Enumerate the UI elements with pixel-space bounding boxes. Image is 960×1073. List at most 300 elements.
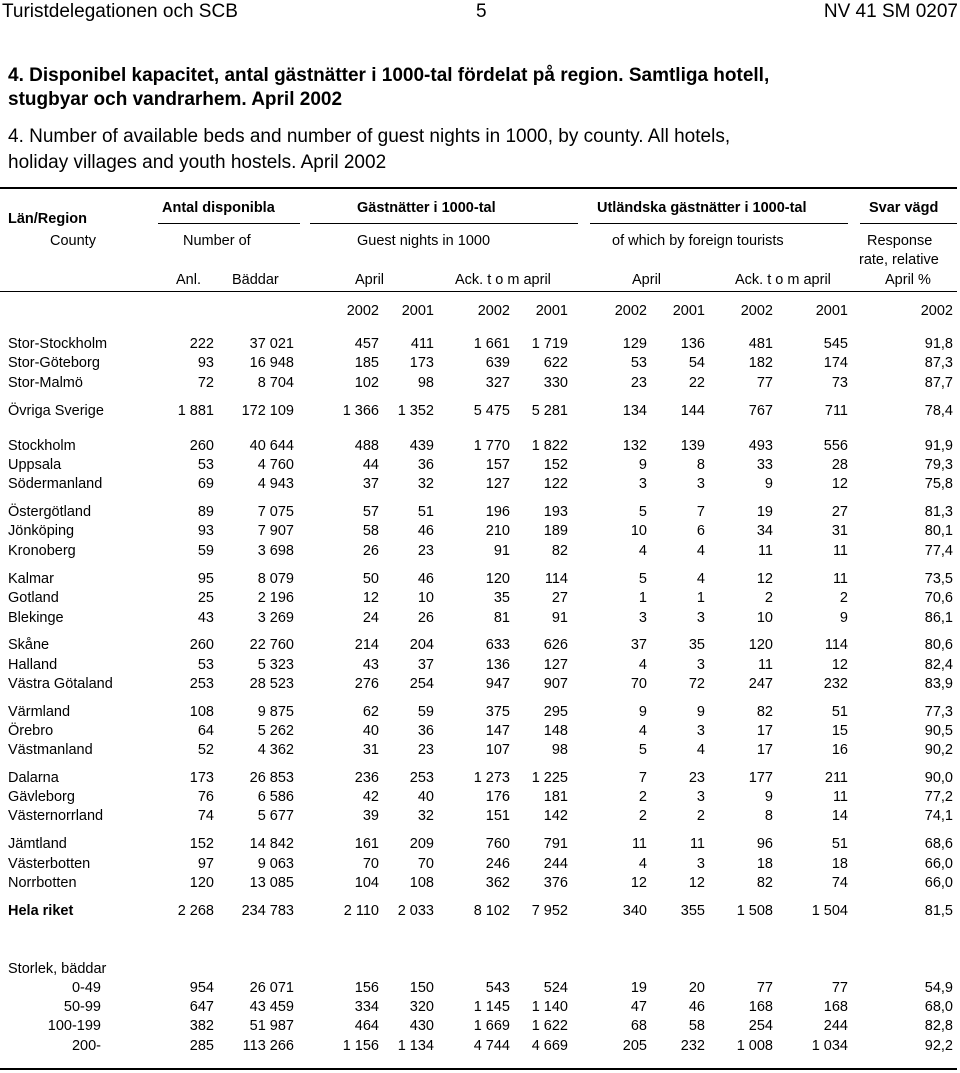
- table-cell: 75,8: [924, 476, 953, 492]
- table-cell: 330: [543, 375, 568, 391]
- table-cell: 5 281: [531, 403, 568, 419]
- table-cell: 8: [764, 808, 773, 824]
- row-label: Västerbotten: [8, 856, 91, 872]
- table-cell: 102: [354, 375, 379, 391]
- table-cell: 134: [622, 403, 647, 419]
- table-cell: 276: [354, 676, 379, 692]
- table-cell: 3: [638, 610, 647, 626]
- table-cell: 9: [638, 704, 647, 720]
- table-cell: 9: [764, 789, 773, 805]
- table-cell: 79,3: [924, 457, 953, 473]
- table-cell: 77: [756, 980, 773, 996]
- table-cell: 1 145: [473, 999, 510, 1015]
- table-cell: 3: [696, 856, 705, 872]
- table-cell: 622: [543, 355, 568, 371]
- year-label: 2001: [401, 303, 434, 319]
- table-cell: 1 770: [473, 438, 510, 454]
- table-cell: 173: [189, 770, 214, 786]
- table-cell: 4 943: [257, 476, 294, 492]
- table-cell: 24: [362, 610, 379, 626]
- row-label: Västmanland: [8, 742, 93, 758]
- table-cell: 54: [688, 355, 705, 371]
- subheader-ack-foreign: Ack. t o m april: [735, 272, 831, 288]
- nights-underline: [310, 223, 578, 224]
- table-cell: 1 156: [342, 1038, 379, 1054]
- table-cell: 1 669: [473, 1018, 510, 1034]
- report-code: NV 41 SM 0207: [823, 1, 958, 22]
- table-cell: 51: [417, 504, 434, 520]
- table-cell: 2 110: [343, 903, 379, 919]
- table-cell: 13 085: [249, 875, 294, 891]
- table-cell: 40: [417, 789, 434, 805]
- row-label: Stor-Stockholm: [8, 336, 108, 352]
- table-cell: 64: [197, 723, 214, 739]
- table-cell: 51: [831, 836, 848, 852]
- table-cell: 211: [824, 770, 848, 786]
- table-cell: 93: [197, 523, 214, 539]
- table-cell: 77,4: [924, 543, 953, 559]
- table-cell: 1 134: [397, 1038, 434, 1054]
- table-cell: 59: [197, 543, 214, 559]
- table-cell: 33: [756, 457, 773, 473]
- table-cell: 7: [696, 504, 705, 520]
- subheader-april-foreign: April: [632, 272, 662, 288]
- table-cell: 152: [189, 836, 214, 852]
- table-cell: 4: [696, 742, 705, 758]
- table-cell: 5: [638, 504, 647, 520]
- table-cell: 8: [696, 457, 705, 473]
- table-cell: 58: [362, 523, 379, 539]
- table-cell: 108: [189, 704, 214, 720]
- table-cell: 74: [197, 808, 214, 824]
- table-cell: 182: [748, 355, 773, 371]
- table-cell: 6: [696, 523, 705, 539]
- table-cell: 260: [189, 637, 214, 653]
- table-cell: 82: [551, 543, 568, 559]
- table-cell: 12: [362, 590, 379, 606]
- subheader-april-pct: April %: [885, 272, 931, 288]
- row-label: Södermanland: [8, 476, 103, 492]
- table-cell: 23: [417, 543, 434, 559]
- table-cell: 72: [197, 375, 214, 391]
- table-cell: 232: [680, 1038, 705, 1054]
- table-cell: 77: [756, 375, 773, 391]
- row-label: 200-: [71, 1038, 101, 1054]
- top-rule: [0, 187, 957, 189]
- table-cell: 59: [417, 704, 434, 720]
- table-cell: 27: [831, 504, 848, 520]
- table-cell: 954: [189, 980, 214, 996]
- table-cell: 43 459: [249, 999, 294, 1015]
- table-cell: 20: [688, 980, 705, 996]
- table-cell: 18: [831, 856, 848, 872]
- table-cell: 3: [696, 789, 705, 805]
- table-cell: 2: [764, 590, 773, 606]
- table-cell: 52: [197, 742, 214, 758]
- table-cell: 9 063: [257, 856, 294, 872]
- table-cell: 168: [748, 999, 773, 1015]
- table-cell: 108: [409, 875, 434, 891]
- table-cell: 556: [823, 438, 848, 454]
- table-cell: 54,9: [924, 980, 953, 996]
- table-cell: 87,3: [924, 355, 953, 371]
- table-cell: 244: [543, 856, 568, 872]
- table-cell: 127: [485, 476, 510, 492]
- table-cell: 23: [630, 375, 647, 391]
- table-cell: 9: [696, 704, 705, 720]
- row-label: Gotland: [8, 590, 59, 606]
- table-cell: 260: [189, 438, 214, 454]
- table-cell: 95: [197, 571, 214, 587]
- table-cell: 70: [630, 676, 647, 692]
- table-cell: 236: [354, 770, 379, 786]
- table-cell: 12: [630, 875, 647, 891]
- table-cell: 91: [551, 610, 568, 626]
- table-cell: 87,7: [924, 375, 953, 391]
- table-cell: 12: [688, 875, 705, 891]
- table-cell: 152: [543, 457, 568, 473]
- table-cell: 12: [756, 571, 773, 587]
- table-cell: 17: [756, 723, 773, 739]
- table-cell: 8 102: [473, 903, 510, 919]
- table-cell: 430: [409, 1018, 434, 1034]
- table-cell: 22 760: [249, 637, 294, 653]
- table-cell: 66,0: [924, 856, 953, 872]
- table-cell: 69: [197, 476, 214, 492]
- table-cell: 46: [688, 999, 705, 1015]
- row-label: Västra Götaland: [8, 676, 113, 692]
- table-cell: 34: [756, 523, 773, 539]
- table-cell: 91,8: [924, 336, 953, 352]
- table-cell: 73,5: [924, 571, 953, 587]
- year-label: 2002: [740, 303, 773, 319]
- table-cell: 376: [543, 875, 568, 891]
- response-underline: [860, 223, 957, 224]
- table-cell: 57: [362, 504, 379, 520]
- header-response-sv: Svar vägd: [869, 200, 939, 216]
- table-cell: 247: [748, 676, 773, 692]
- year-label: 2002: [614, 303, 647, 319]
- row-label: Stor-Malmö: [8, 375, 83, 391]
- table-cell: 355: [680, 903, 705, 919]
- table-cell: 327: [485, 375, 510, 391]
- table-cell: 4: [638, 723, 647, 739]
- table-cell: 77,3: [924, 704, 953, 720]
- table-cell: 70: [362, 856, 379, 872]
- table-cell: 205: [622, 1038, 647, 1054]
- subheader-beds: Bäddar: [232, 272, 279, 288]
- table-cell: 50: [362, 571, 379, 587]
- table-cell: 35: [688, 637, 705, 653]
- table-cell: 439: [409, 438, 434, 454]
- table-cell: 3: [696, 723, 705, 739]
- table-cell: 285: [189, 1038, 214, 1054]
- table-cell: 28: [831, 457, 848, 473]
- subheader-anl: Anl.: [176, 272, 201, 288]
- table-cell: 161: [354, 836, 379, 852]
- table-cell: 23: [688, 770, 705, 786]
- table-cell: 36: [417, 457, 434, 473]
- table-cell: 81: [493, 610, 510, 626]
- year-label: 2001: [672, 303, 705, 319]
- table-cell: 51: [831, 704, 848, 720]
- table-cell: 127: [543, 657, 568, 673]
- row-label: Uppsala: [8, 457, 62, 473]
- row-label: Hela riket: [8, 903, 74, 919]
- row-label: Skåne: [8, 637, 50, 653]
- table-cell: 39: [362, 808, 379, 824]
- header-response-en1: Response: [867, 233, 933, 249]
- table-cell: 767: [748, 403, 773, 419]
- subheader-april-nights: April: [355, 272, 385, 288]
- table-cell: 82: [756, 704, 773, 720]
- table-cell: 244: [823, 1018, 848, 1034]
- table-cell: 70,6: [924, 590, 953, 606]
- table-cell: 9: [839, 610, 848, 626]
- table-cell: 639: [485, 355, 510, 371]
- table-cell: 1 622: [531, 1018, 568, 1034]
- table-cell: 172 109: [241, 403, 294, 419]
- table-cell: 92,2: [924, 1038, 953, 1054]
- table-cell: 7 952: [531, 903, 568, 919]
- table-cell: 1 008: [736, 1038, 773, 1054]
- table-cell: 113 266: [242, 1038, 294, 1054]
- table-title-swedish: 4. Disponibel kapacitet, antal gästnätter i 1000-tal fördelat på region. Samtliga hotell, stugbyar och vandrarhem. April 2002: [8, 65, 770, 110]
- table-cell: 214: [354, 637, 379, 653]
- size-section-heading: Storlek, bäddar: [8, 961, 107, 977]
- table-cell: 25: [197, 590, 214, 606]
- year-label: 2002: [346, 303, 379, 319]
- table-cell: 90,0: [924, 770, 953, 786]
- header-capacity-en: Number of: [183, 233, 251, 249]
- row-label: Jönköping: [8, 523, 75, 539]
- table-cell: 3: [638, 476, 647, 492]
- table-cell: 1 661: [473, 336, 510, 352]
- table-cell: 37: [630, 637, 647, 653]
- table-cell: 28 523: [249, 676, 294, 692]
- table-cell: 148: [543, 723, 568, 739]
- row-label: 0-49: [71, 980, 101, 996]
- table-cell: 177: [748, 770, 773, 786]
- table-cell: 10: [417, 590, 434, 606]
- table-cell: 4 362: [257, 742, 294, 758]
- table-cell: 8 704: [257, 375, 294, 391]
- table-cell: 90,2: [924, 742, 953, 758]
- table-cell: 12: [831, 476, 848, 492]
- table-cell: 157: [485, 457, 510, 473]
- year-label: 2002: [477, 303, 510, 319]
- table-cell: 90,5: [924, 723, 953, 739]
- subheader-ack-nights: Ack. t o m april: [455, 272, 551, 288]
- table-cell: 181: [543, 789, 568, 805]
- row-label: 50-99: [63, 999, 101, 1015]
- table-cell: 136: [485, 657, 510, 673]
- row-label: Gävleborg: [8, 789, 75, 805]
- table-cell: 2: [638, 808, 647, 824]
- table-cell: 14: [831, 808, 848, 824]
- header-capacity-sv: Antal disponibla: [162, 200, 275, 216]
- table-cell: 81,3: [924, 504, 953, 520]
- table-cell: 53: [197, 657, 214, 673]
- row-label: Övriga Sverige: [8, 403, 104, 419]
- table-cell: 174: [823, 355, 848, 371]
- table-cell: 66,0: [924, 875, 953, 891]
- table-cell: 16 948: [249, 355, 294, 371]
- table-cell: 147: [485, 723, 510, 739]
- table-cell: 3 269: [257, 610, 294, 626]
- table-cell: 120: [748, 637, 773, 653]
- table-cell: 11: [832, 543, 848, 559]
- table-cell: 1 822: [531, 438, 568, 454]
- row-label: 100-199: [47, 1018, 101, 1034]
- capacity-underline: [158, 223, 300, 224]
- table-cell: 246: [485, 856, 510, 872]
- table-cell: 150: [409, 980, 434, 996]
- table-cell: 43: [362, 657, 379, 673]
- table-cell: 31: [831, 523, 848, 539]
- table-cell: 543: [485, 980, 510, 996]
- table-cell: 136: [680, 336, 705, 352]
- table-cell: 23: [417, 742, 434, 758]
- table-cell: 18: [756, 856, 773, 872]
- table-cell: 98: [551, 742, 568, 758]
- table-cell: 120: [189, 875, 214, 891]
- table-cell: 68,0: [924, 999, 953, 1015]
- table-cell: 114: [544, 571, 568, 587]
- table-cell: 4: [696, 543, 705, 559]
- table-cell: 11: [757, 543, 773, 559]
- table-cell: 42: [362, 789, 379, 805]
- table-cell: 89: [197, 504, 214, 520]
- table-title-english: 4. Number of available beds and number of guest nights in 1000, by county. All hotels, holiday villages and youth hostels. April 2002: [8, 126, 731, 173]
- table-cell: 1 881: [177, 403, 214, 419]
- table-cell: 11: [757, 657, 773, 673]
- table-cell: 545: [823, 336, 848, 352]
- header-rule: [0, 291, 957, 292]
- table-cell: 26: [417, 610, 434, 626]
- table-cell: 15: [831, 723, 848, 739]
- table-cell: 4: [696, 571, 705, 587]
- table-cell: 80,1: [924, 523, 953, 539]
- table-cell: 254: [409, 676, 434, 692]
- table-cell: 35: [493, 590, 510, 606]
- table-cell: 26 853: [249, 770, 294, 786]
- table-cell: 7: [638, 770, 647, 786]
- table-cell: 375: [485, 704, 510, 720]
- header-response-en2: rate, relative: [859, 252, 939, 268]
- table-cell: 151: [485, 808, 510, 824]
- table-cell: 76: [197, 789, 214, 805]
- table-cell: 4: [638, 856, 647, 872]
- table-cell: 16: [831, 742, 848, 758]
- table-cell: 481: [748, 336, 773, 352]
- table-cell: 1 225: [531, 770, 568, 786]
- table-cell: 4 760: [257, 457, 294, 473]
- table-cell: 32: [417, 808, 434, 824]
- table-cell: 31: [362, 742, 379, 758]
- table-cell: 40 644: [249, 438, 294, 454]
- table-cell: 47: [630, 999, 647, 1015]
- table-cell: 1 504: [811, 903, 848, 919]
- table-cell: 68: [630, 1018, 647, 1034]
- table-cell: 254: [748, 1018, 773, 1034]
- table-cell: 129: [622, 336, 647, 352]
- table-cell: 78,4: [924, 403, 953, 419]
- table-cell: 196: [485, 504, 510, 520]
- table-cell: 58: [688, 1018, 705, 1034]
- table-cell: 1 140: [531, 999, 568, 1015]
- table-cell: 2 033: [397, 903, 434, 919]
- table-cell: 232: [823, 676, 848, 692]
- table-cell: 210: [485, 523, 510, 539]
- table-cell: 4 669: [531, 1038, 568, 1054]
- row-label: Örebro: [8, 723, 54, 739]
- table-cell: 6 586: [257, 789, 294, 805]
- table-cell: 2: [839, 590, 848, 606]
- table-cell: 7 075: [257, 504, 294, 520]
- table-cell: 633: [485, 637, 510, 653]
- year-label: 2001: [815, 303, 848, 319]
- table-cell: 96: [756, 836, 773, 852]
- table-cell: 1 508: [736, 903, 773, 919]
- running-head: [0, 0, 960, 26]
- table-cell: 93: [197, 355, 214, 371]
- header-foreign-en: of which by foreign tourists: [612, 233, 784, 249]
- table-cell: 176: [485, 789, 510, 805]
- table-cell: 2: [696, 808, 705, 824]
- table-cell: 51 987: [249, 1018, 294, 1034]
- table-cell: 77,2: [924, 789, 953, 805]
- table-cell: 46: [417, 571, 434, 587]
- table-cell: 37: [417, 657, 434, 673]
- table-cell: 524: [543, 980, 568, 996]
- table-cell: 4 744: [473, 1038, 510, 1054]
- table-cell: 10: [630, 523, 647, 539]
- table-cell: 74,1: [924, 808, 953, 824]
- row-label: Värmland: [8, 704, 71, 720]
- year-label: 2002: [920, 303, 953, 319]
- header-nights-sv: Gästnätter i 1000-tal: [357, 200, 496, 216]
- table-cell: 156: [354, 980, 379, 996]
- table-cell: 44: [362, 457, 379, 473]
- table-cell: 81,5: [924, 903, 953, 919]
- table-cell: 70: [417, 856, 434, 872]
- table-cell: 82,4: [924, 657, 953, 673]
- table-cell: 10: [756, 610, 773, 626]
- table-cell: 1 273: [473, 770, 510, 786]
- table-cell: 114: [824, 637, 848, 653]
- table-cell: 5 262: [257, 723, 294, 739]
- row-label: Kronoberg: [8, 543, 76, 559]
- table-cell: 22: [688, 375, 705, 391]
- table-cell: 173: [409, 355, 434, 371]
- table-cell: 83,9: [924, 676, 953, 692]
- table-cell: 11: [689, 836, 705, 852]
- table-cell: 3: [696, 476, 705, 492]
- table-cell: 97: [197, 856, 214, 872]
- table-cell: 43: [197, 610, 214, 626]
- table-cell: 17: [756, 742, 773, 758]
- table-cell: 320: [409, 999, 434, 1015]
- row-label: Östergötland: [8, 504, 92, 520]
- table-cell: 1 034: [811, 1038, 848, 1054]
- table-cell: 488: [354, 438, 379, 454]
- table-cell: 411: [410, 336, 434, 352]
- table-cell: 53: [630, 355, 647, 371]
- table-cell: 62: [362, 704, 379, 720]
- table-cell: 82,8: [924, 1018, 953, 1034]
- table-cell: 253: [189, 676, 214, 692]
